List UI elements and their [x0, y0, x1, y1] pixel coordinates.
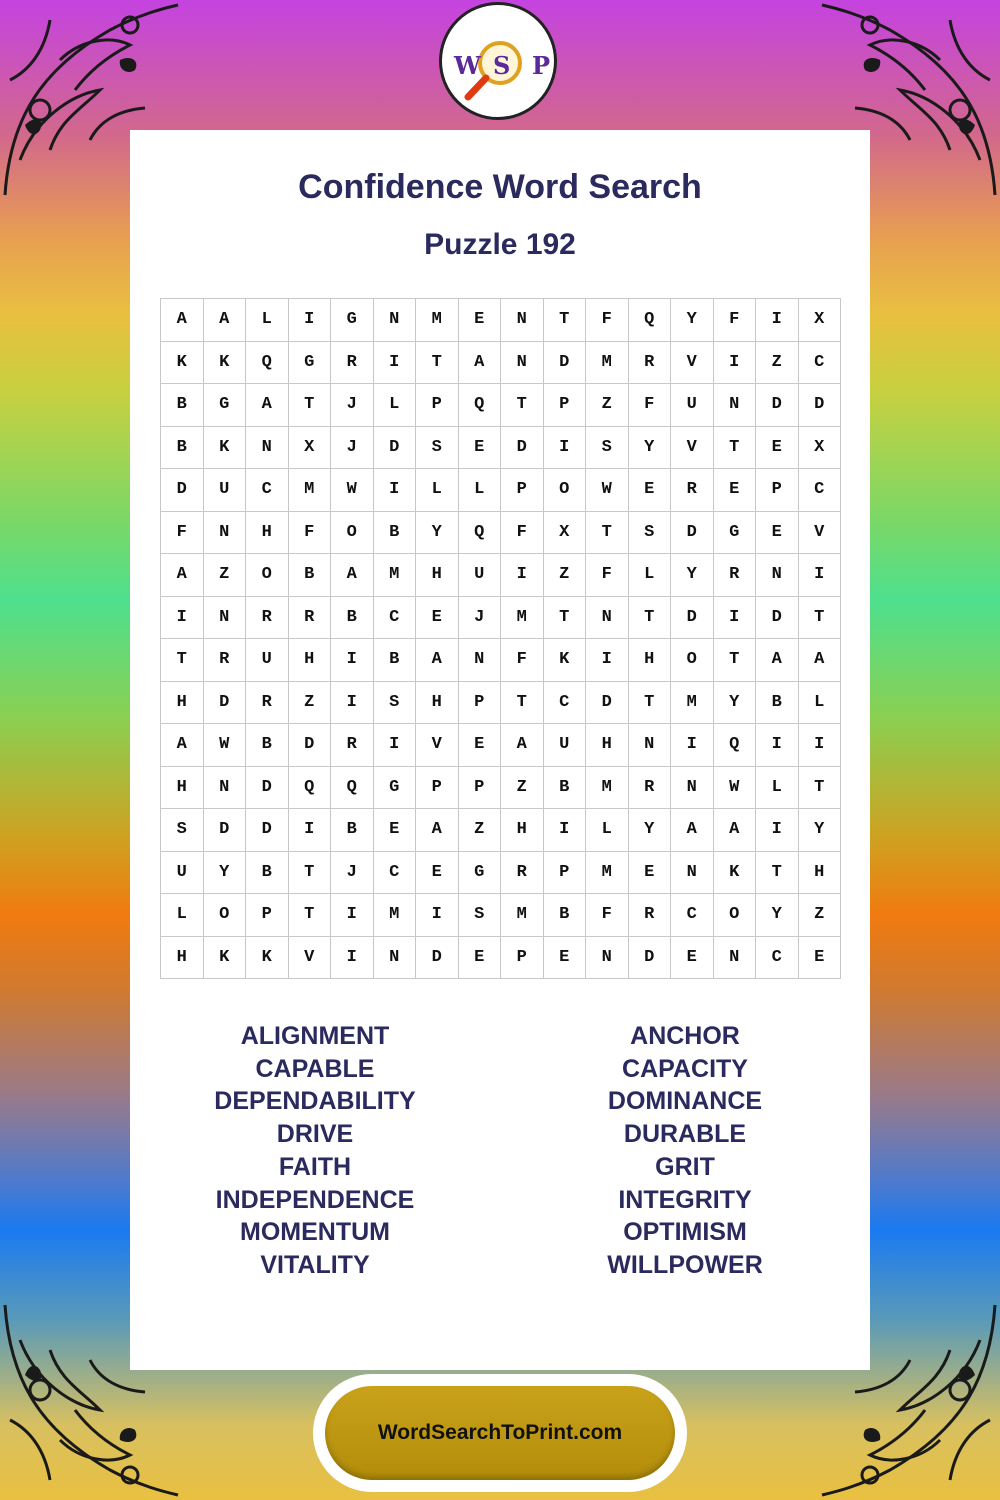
grid-cell[interactable]: H [416, 554, 459, 597]
word-list-item: OPTIMISM [623, 1218, 747, 1247]
grid-cell[interactable]: J [331, 852, 374, 895]
grid-cell[interactable]: D [416, 937, 459, 980]
grid-cell[interactable]: I [756, 724, 799, 767]
grid-cell[interactable]: A [161, 554, 204, 597]
grid-cell[interactable]: L [416, 469, 459, 512]
grid-cell[interactable]: B [331, 597, 374, 640]
grid-cell[interactable]: Y [204, 852, 247, 895]
grid-cell[interactable]: S [586, 427, 629, 470]
grid-cell[interactable]: T [799, 597, 842, 640]
grid-cell[interactable]: D [671, 512, 714, 555]
grid-cell[interactable]: L [459, 469, 502, 512]
grid-cell[interactable]: E [756, 512, 799, 555]
grid-cell[interactable]: F [289, 512, 332, 555]
grid-cell[interactable]: D [374, 427, 417, 470]
grid-cell[interactable]: P [416, 767, 459, 810]
grid-cell[interactable]: O [714, 894, 757, 937]
grid-cell[interactable]: B [246, 724, 289, 767]
grid-cell[interactable]: I [331, 937, 374, 980]
grid-cell[interactable]: V [289, 937, 332, 980]
grid-cell[interactable]: E [714, 469, 757, 512]
grid-cell[interactable]: T [289, 384, 332, 427]
grid-cell[interactable]: L [799, 682, 842, 725]
grid-cell[interactable]: F [161, 512, 204, 555]
grid-cell[interactable]: N [714, 937, 757, 980]
grid-cell[interactable]: E [629, 852, 672, 895]
grid-cell[interactable]: I [374, 342, 417, 385]
grid-cell[interactable]: N [671, 852, 714, 895]
grid-cell[interactable]: L [161, 894, 204, 937]
grid-cell[interactable]: T [544, 299, 587, 342]
grid-cell[interactable]: R [671, 469, 714, 512]
word-list-item: INTEGRITY [618, 1185, 752, 1214]
word-list-item: DEPENDABILITY [214, 1087, 416, 1116]
grid-cell[interactable]: F [586, 299, 629, 342]
grid-cell[interactable]: I [714, 342, 757, 385]
word-list-item: DRIVE [276, 1120, 354, 1149]
grid-cell[interactable]: B [331, 809, 374, 852]
grid-cell[interactable]: C [374, 852, 417, 895]
grid-cell[interactable]: K [714, 852, 757, 895]
grid-cell[interactable]: R [331, 724, 374, 767]
word-list-item: CAPABLE [255, 1054, 375, 1083]
grid-cell[interactable]: O [204, 894, 247, 937]
grid-cell[interactable]: U [671, 384, 714, 427]
grid-cell[interactable]: T [714, 639, 757, 682]
grid-cell[interactable]: U [459, 554, 502, 597]
grid-cell[interactable]: F [586, 554, 629, 597]
grid-cell[interactable]: W [586, 469, 629, 512]
grid-cell[interactable]: P [501, 937, 544, 980]
grid-cell[interactable]: I [544, 809, 587, 852]
grid-cell[interactable]: A [416, 639, 459, 682]
grid-cell[interactable]: I [714, 597, 757, 640]
grid-cell[interactable]: D [756, 384, 799, 427]
grid-cell[interactable]: B [544, 767, 587, 810]
grid-cell[interactable]: F [714, 299, 757, 342]
grid-cell[interactable]: M [374, 894, 417, 937]
grid-cell[interactable]: A [799, 639, 842, 682]
grid-cell[interactable]: U [544, 724, 587, 767]
grid-cell[interactable]: P [501, 469, 544, 512]
logo-letter: S [493, 51, 511, 80]
grid-cell[interactable]: T [289, 852, 332, 895]
grid-cell[interactable]: B [374, 639, 417, 682]
grid-cell[interactable]: K [204, 342, 247, 385]
grid-cell[interactable]: I [331, 894, 374, 937]
grid-cell[interactable]: B [161, 427, 204, 470]
grid-cell[interactable]: I [331, 682, 374, 725]
grid-cell[interactable]: N [714, 384, 757, 427]
grid-cell[interactable]: J [459, 597, 502, 640]
grid-cell[interactable]: C [799, 342, 842, 385]
grid-cell[interactable]: S [629, 512, 672, 555]
grid-cell[interactable]: D [671, 597, 714, 640]
grid-cell[interactable]: S [374, 682, 417, 725]
grid-cell[interactable]: D [204, 682, 247, 725]
grid-cell[interactable]: C [246, 469, 289, 512]
grid-cell[interactable]: T [501, 384, 544, 427]
grid-cell[interactable]: T [586, 512, 629, 555]
grid-cell[interactable]: N [204, 512, 247, 555]
grid-cell[interactable]: R [246, 682, 289, 725]
grid-cell[interactable]: S [161, 809, 204, 852]
grid-cell[interactable]: V [671, 427, 714, 470]
grid-cell[interactable]: S [416, 427, 459, 470]
grid-cell[interactable]: O [671, 639, 714, 682]
grid-cell[interactable]: Y [671, 299, 714, 342]
grid-cell[interactable]: M [289, 469, 332, 512]
grid-cell[interactable]: E [671, 937, 714, 980]
grid-cell[interactable]: N [756, 554, 799, 597]
grid-cell[interactable]: T [544, 597, 587, 640]
grid-cell[interactable]: W [714, 767, 757, 810]
grid-cell[interactable]: H [799, 852, 842, 895]
grid-cell[interactable]: E [544, 937, 587, 980]
grid-cell[interactable]: E [629, 469, 672, 512]
grid-cell[interactable]: T [756, 852, 799, 895]
grid-cell[interactable]: X [799, 427, 842, 470]
grid-cell[interactable]: F [501, 512, 544, 555]
grid-cell[interactable]: T [799, 767, 842, 810]
grid-cell[interactable]: M [501, 894, 544, 937]
word-list-item: DURABLE [623, 1120, 747, 1149]
grid-cell[interactable]: D [161, 469, 204, 512]
grid-cell[interactable]: N [501, 299, 544, 342]
grid-cell[interactable]: Z [756, 342, 799, 385]
grid-cell[interactable]: D [289, 724, 332, 767]
grid-cell[interactable]: C [671, 894, 714, 937]
grid-cell[interactable]: M [416, 299, 459, 342]
grid-cell[interactable]: A [161, 724, 204, 767]
grid-cell[interactable]: E [459, 724, 502, 767]
grid-cell[interactable]: B [246, 852, 289, 895]
grid-cell[interactable]: N [586, 937, 629, 980]
grid-cell[interactable]: Q [629, 299, 672, 342]
grid-cell[interactable]: A [501, 724, 544, 767]
grid-cell[interactable]: Q [246, 342, 289, 385]
grid-cell[interactable]: P [544, 852, 587, 895]
grid-cell[interactable]: J [331, 427, 374, 470]
grid-cell[interactable]: D [501, 427, 544, 470]
grid-cell[interactable]: V [671, 342, 714, 385]
word-list-item: ANCHOR [630, 1022, 740, 1050]
word-list-item: INDEPENDENCE [215, 1185, 415, 1214]
grid-cell[interactable]: Z [501, 767, 544, 810]
grid-cell[interactable]: O [246, 554, 289, 597]
grid-cell[interactable]: D [586, 682, 629, 725]
grid-cell[interactable]: D [544, 342, 587, 385]
word-list-item: ALIGNMENT [240, 1022, 390, 1050]
grid-cell[interactable]: H [629, 639, 672, 682]
page-title: Confidence Word Search [298, 168, 702, 206]
grid-cell[interactable]: H [501, 809, 544, 852]
grid-cell[interactable]: G [289, 342, 332, 385]
letter-grid [160, 298, 841, 979]
grid-cell[interactable]: B [161, 384, 204, 427]
grid-cell[interactable]: I [756, 299, 799, 342]
grid-cell[interactable]: R [331, 342, 374, 385]
site-link-button[interactable]: WordSearchToPrint.com [325, 1386, 675, 1480]
logo-letter: W [454, 51, 481, 80]
grid-cell[interactable]: Z [544, 554, 587, 597]
grid-cell[interactable]: K [204, 937, 247, 980]
grid-cell[interactable]: G [204, 384, 247, 427]
grid-cell[interactable]: M [586, 342, 629, 385]
word-list-right [500, 1020, 870, 1282]
grid-cell[interactable]: I [331, 639, 374, 682]
grid-cell[interactable]: E [459, 937, 502, 980]
grid-cell[interactable]: A [756, 639, 799, 682]
grid-cell[interactable]: Q [459, 384, 502, 427]
word-list-item: DOMINANCE [607, 1087, 763, 1116]
grid-cell[interactable]: E [416, 852, 459, 895]
grid-cell[interactable]: T [629, 682, 672, 725]
grid-cell[interactable]: K [204, 427, 247, 470]
grid-cell[interactable]: N [459, 639, 502, 682]
grid-cell[interactable]: I [161, 597, 204, 640]
grid-cell[interactable]: N [204, 597, 247, 640]
grid-cell[interactable]: O [331, 512, 374, 555]
grid-cell[interactable]: V [799, 512, 842, 555]
grid-cell[interactable]: Q [289, 767, 332, 810]
grid-cell[interactable]: Y [416, 512, 459, 555]
grid-cell[interactable]: A [671, 809, 714, 852]
grid-cell[interactable]: H [416, 682, 459, 725]
grid-cell[interactable]: R [246, 597, 289, 640]
grid-cell[interactable]: Y [756, 894, 799, 937]
grid-cell[interactable]: P [756, 469, 799, 512]
grid-cell[interactable]: N [586, 597, 629, 640]
grid-cell[interactable]: R [629, 894, 672, 937]
grid-cell[interactable]: R [714, 554, 757, 597]
grid-cell[interactable]: R [629, 342, 672, 385]
grid-cell[interactable]: M [586, 852, 629, 895]
grid-cell[interactable]: L [586, 809, 629, 852]
grid-cell[interactable]: X [289, 427, 332, 470]
grid-cell[interactable]: A [459, 342, 502, 385]
grid-cell[interactable]: C [799, 469, 842, 512]
grid-cell[interactable]: I [586, 639, 629, 682]
grid-cell[interactable]: Z [799, 894, 842, 937]
grid-cell[interactable]: R [629, 767, 672, 810]
grid-cell[interactable]: N [501, 342, 544, 385]
grid-cell[interactable]: Z [459, 809, 502, 852]
grid-cell[interactable]: A [246, 384, 289, 427]
grid-cell[interactable]: R [289, 597, 332, 640]
word-list-item: WILLPOWER [607, 1250, 763, 1279]
grid-cell[interactable]: Q [331, 767, 374, 810]
grid-cell[interactable]: U [246, 639, 289, 682]
grid-cell[interactable]: F [629, 384, 672, 427]
puzzle-card [130, 130, 870, 1370]
grid-cell[interactable]: A [204, 299, 247, 342]
grid-cell[interactable]: J [331, 384, 374, 427]
grid-cell[interactable]: L [629, 554, 672, 597]
grid-cell[interactable]: E [374, 809, 417, 852]
grid-cell[interactable]: D [204, 809, 247, 852]
grid-cell[interactable]: B [374, 512, 417, 555]
grid-cell[interactable]: I [416, 894, 459, 937]
grid-cell[interactable]: D [756, 597, 799, 640]
grid-cell[interactable]: I [374, 469, 417, 512]
grid-cell[interactable]: I [671, 724, 714, 767]
grid-cell[interactable]: I [289, 809, 332, 852]
grid-cell[interactable]: T [289, 894, 332, 937]
grid-cell[interactable]: Y [671, 554, 714, 597]
grid-cell[interactable]: D [246, 809, 289, 852]
grid-cell[interactable]: W [204, 724, 247, 767]
grid-cell[interactable]: M [501, 597, 544, 640]
grid-cell[interactable]: S [459, 894, 502, 937]
grid-cell[interactable]: V [416, 724, 459, 767]
grid-cell[interactable]: R [204, 639, 247, 682]
grid-cell[interactable]: U [204, 469, 247, 512]
grid-cell[interactable]: G [714, 512, 757, 555]
grid-cell[interactable]: T [714, 427, 757, 470]
grid-cell[interactable]: G [331, 299, 374, 342]
grid-cell[interactable]: L [246, 299, 289, 342]
grid-cell[interactable]: E [756, 427, 799, 470]
grid-cell[interactable]: I [289, 299, 332, 342]
grid-cell[interactable]: N [671, 767, 714, 810]
grid-cell[interactable]: B [544, 894, 587, 937]
grid-cell[interactable]: Y [629, 427, 672, 470]
grid-cell[interactable]: A [714, 809, 757, 852]
grid-cell[interactable]: A [331, 554, 374, 597]
grid-cell[interactable]: N [204, 767, 247, 810]
grid-cell[interactable]: Y [714, 682, 757, 725]
grid-cell[interactable]: H [586, 724, 629, 767]
puzzle-number: Puzzle 192 [424, 228, 576, 261]
grid-cell[interactable]: T [416, 342, 459, 385]
grid-cell[interactable]: Q [459, 512, 502, 555]
grid-cell[interactable]: I [544, 427, 587, 470]
grid-cell[interactable]: G [374, 767, 417, 810]
grid-cell[interactable]: K [246, 937, 289, 980]
grid-cell[interactable]: D [799, 384, 842, 427]
grid-cell[interactable]: N [629, 724, 672, 767]
logo-letter: P [532, 51, 551, 80]
grid-cell[interactable]: B [756, 682, 799, 725]
grid-cell[interactable]: N [374, 937, 417, 980]
grid-cell[interactable]: E [459, 427, 502, 470]
grid-cell[interactable]: Z [204, 554, 247, 597]
grid-cell[interactable]: H [161, 937, 204, 980]
grid-cell[interactable]: H [246, 512, 289, 555]
grid-cell[interactable]: U [161, 852, 204, 895]
grid-cell[interactable]: P [246, 894, 289, 937]
grid-cell[interactable]: P [544, 384, 587, 427]
grid-cell[interactable]: L [374, 384, 417, 427]
grid-cell[interactable]: Y [799, 809, 842, 852]
grid-cell[interactable]: T [501, 682, 544, 725]
grid-cell[interactable]: N [246, 427, 289, 470]
grid-cell[interactable]: T [161, 639, 204, 682]
grid-cell[interactable]: P [459, 767, 502, 810]
grid-cell[interactable]: T [629, 597, 672, 640]
grid-cell[interactable]: C [374, 597, 417, 640]
grid-cell[interactable]: H [289, 639, 332, 682]
grid-cell[interactable]: N [374, 299, 417, 342]
grid-cell[interactable]: O [544, 469, 587, 512]
grid-cell[interactable]: E [459, 299, 502, 342]
grid-cell[interactable]: Z [289, 682, 332, 725]
grid-cell[interactable]: M [586, 767, 629, 810]
grid-cell[interactable]: I [799, 724, 842, 767]
grid-cell[interactable]: I [799, 554, 842, 597]
grid-cell[interactable]: D [629, 937, 672, 980]
grid-cell[interactable]: X [544, 512, 587, 555]
grid-cell[interactable]: I [374, 724, 417, 767]
footer-badge [313, 1374, 687, 1492]
grid-cell[interactable]: K [161, 342, 204, 385]
site-logo[interactable] [439, 2, 557, 120]
grid-cell[interactable]: M [374, 554, 417, 597]
grid-cell[interactable]: R [501, 852, 544, 895]
word-list-left [130, 1020, 500, 1282]
grid-cell[interactable]: D [246, 767, 289, 810]
grid-cell[interactable]: E [416, 597, 459, 640]
grid-cell[interactable]: I [501, 554, 544, 597]
word-list-item: CAPACITY [622, 1054, 748, 1083]
grid-cell[interactable]: L [756, 767, 799, 810]
grid-cell[interactable]: A [161, 299, 204, 342]
grid-cell[interactable]: I [756, 809, 799, 852]
grid-cell[interactable]: P [416, 384, 459, 427]
grid-cell[interactable]: X [799, 299, 842, 342]
grid-cell[interactable]: Q [714, 724, 757, 767]
grid-cell[interactable]: C [544, 682, 587, 725]
grid-cell[interactable]: Y [629, 809, 672, 852]
grid-cell[interactable]: B [289, 554, 332, 597]
grid-cell[interactable]: W [331, 469, 374, 512]
grid-cell[interactable]: A [416, 809, 459, 852]
grid-cell[interactable]: M [671, 682, 714, 725]
grid-cell[interactable]: F [586, 894, 629, 937]
word-list-item: FAITH [278, 1152, 352, 1181]
grid-cell[interactable]: P [459, 682, 502, 725]
word-list-item: GRIT [655, 1152, 715, 1181]
grid-cell[interactable]: G [459, 852, 502, 895]
word-list-item: MOMENTUM [240, 1218, 390, 1247]
grid-cell[interactable]: H [161, 767, 204, 810]
grid-cell[interactable]: F [501, 639, 544, 682]
grid-cell[interactable]: C [756, 937, 799, 980]
grid-cell[interactable]: Z [586, 384, 629, 427]
grid-cell[interactable]: H [161, 682, 204, 725]
word-list-item: VITALITY [260, 1250, 370, 1279]
grid-cell[interactable]: E [799, 937, 842, 980]
grid-cell[interactable]: K [544, 639, 587, 682]
